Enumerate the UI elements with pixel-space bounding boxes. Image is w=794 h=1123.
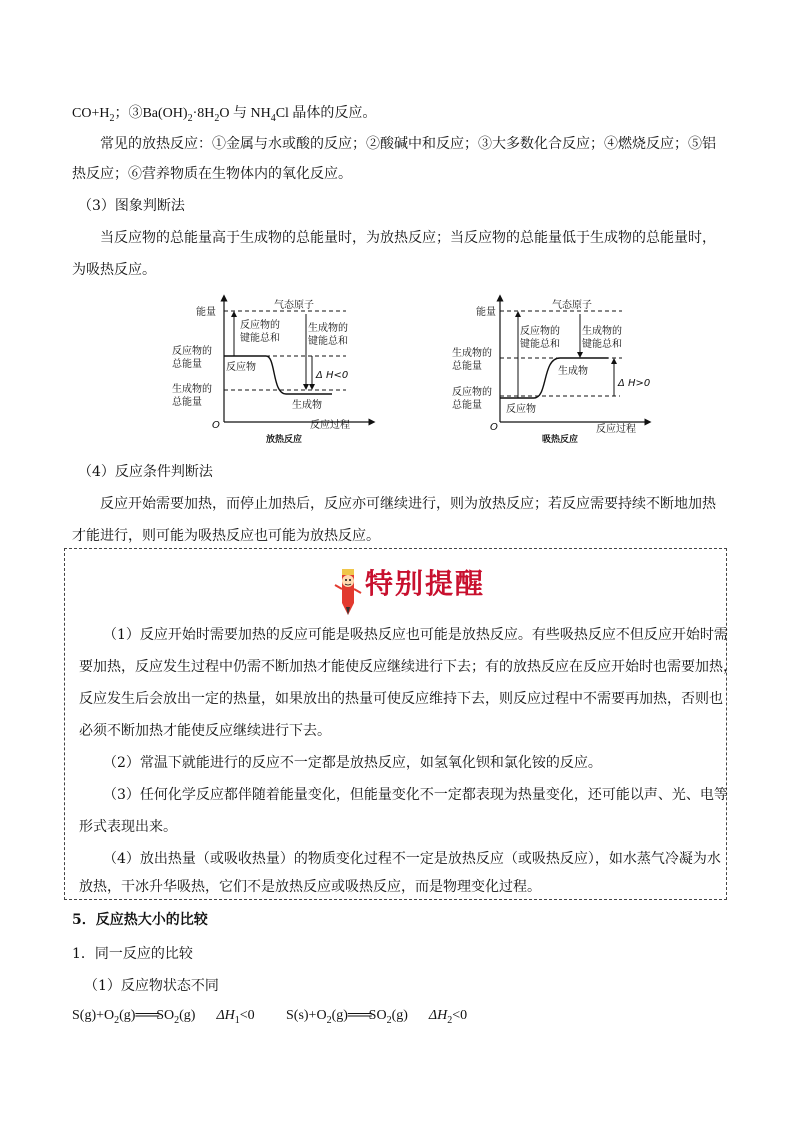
product-label: 生成物 [558,366,588,377]
diagram-caption: 吸热反应 [542,435,579,445]
diagram-caption: 放热反应 [266,435,303,445]
y-axis-label: 能量 [196,307,216,318]
reactant-bond-label: 反应物的 [240,320,280,331]
eq-fragment: SO [156,1008,175,1023]
tip-paragraph-line: （3）任何化学反应都伴随着能量变化，但能量变化不一定都表现为热量变化，还可能以声、光、电等 [103,787,728,803]
origin-label: O [212,420,220,431]
product-bond-label: 键能总和 [308,336,348,347]
equation-1 [72,1006,255,1031]
delta-h: ΔH [216,1008,235,1023]
eq-fragment: <0 [239,1008,255,1023]
reactant-bond-label: 键能总和 [240,333,280,344]
tip-paragraph-line: 必须不断加热才能使反应继续进行下去。 [79,723,331,739]
section-heading: 5．反应热大小的比较 [72,912,208,928]
subsection-heading: （1）反应物状态不同 [84,978,219,994]
eq-fragment: S(s)+O [286,1008,327,1023]
tip-paragraph-line: （4）放出热量（或吸收热量）的物质变化过程不一定是放热反应（或吸热反应），如水蒸气冷凝为水 [103,851,721,867]
eq-fragment: (g) [331,1008,348,1023]
subscript: 2 [109,112,115,124]
subscript: 2 [187,112,193,124]
eq-fragment: <0 [452,1008,468,1023]
delta-h-label: Δ H<0 [316,370,349,381]
reaction-curve [500,358,608,398]
product-label: 生成物 [292,400,322,411]
subscript: 4 [270,112,276,124]
equation-2 [286,1006,467,1031]
y-axis-label: 能量 [476,307,496,318]
text-fragment: Cl 晶体的反应。 [275,106,377,121]
reactant-bond-label: 反应物的 [520,326,560,337]
subscript: 2 [174,1014,180,1026]
tip-paragraph-line: 要加热，反应发生过程中仍需不断加热才能使反应继续进行下去；有的放热反应在反应开始时也需要加热， [79,659,737,675]
x-axis-label: 反应过程 [310,420,350,431]
section-heading: （3）图象判断法 [78,198,185,214]
delta-h: ΔH [428,1008,448,1023]
tip-paragraph-line: （2）常温下就能进行的反应不一定都是放热反应，如氢氧化钡和氯化铵的反应。 [103,755,602,771]
subscript: 2 [214,112,220,124]
pencil-mascot-icon [333,559,363,617]
high-level-label: 生成物的 [452,348,492,359]
reactant-label: 反应物 [506,404,536,415]
tip-paragraph-line: 形式表现出来。 [79,819,177,835]
paragraph-line: 才能进行，则可能为吸热反应也可能为放热反应。 [72,528,380,544]
text-fragment: ·8H [192,106,215,121]
eq-arrow: ═══ [135,1008,157,1023]
eq-fragment: (g) [391,1008,408,1023]
text-fragment: CO+H [72,106,110,121]
product-bond-label: 生成物的 [582,326,622,337]
exothermic-diagram [168,294,378,453]
paragraph-line: 为吸热反应。 [72,262,156,278]
reactant-bond-label: 键能总和 [520,339,560,350]
eq-fragment: (g) [119,1008,136,1023]
low-level-label: 生成物的 [172,384,212,395]
high-level-label: 总能量 [452,361,482,372]
origin-label: O [490,422,498,433]
paragraph-line: 反应开始需要加热，而停止加热后，反应亦可继续进行，则为放热反应；若反应需要持续不断地加热 [100,496,716,512]
subscript: 2 [114,1014,120,1026]
endothermic-diagram [444,294,654,453]
product-bond-label: 生成物的 [308,323,348,334]
subscript: 2 [386,1014,392,1026]
paragraph-line: 热反应；⑥营养物质在生物体内的氧化反应。 [72,166,352,182]
text-fragment: ；③Ba(OH) [114,106,188,121]
x-axis-label: 反应过程 [596,424,636,435]
eq-fragment: S(g)+O [72,1008,115,1023]
text-fragment: O 与 NH [219,106,271,121]
atoms-label: 气态原子 [552,300,592,311]
text-line [72,104,376,129]
high-level-label: 反应物的 [172,346,212,357]
paragraph-line: 当反应物的总能量高于生成物的总能量时，为放热反应；当反应物的总能量低于生成物的总能量时， [100,230,716,246]
reactant-label: 反应物 [226,362,256,373]
tip-paragraph-line: 放热，干冰升华吸热，它们不是放热反应或吸热反应，而是物理变化过程。 [79,879,541,895]
atoms-label: 气态原子 [274,300,314,311]
tip-paragraph-line: 反应发生后会放出一定的热量，如果放出的热量可使反应维持下去，则反应过程中不需要再加热，否则也 [79,691,723,707]
paragraph-line: 常见的放热反应：①金属与水或酸的反应；②酸碱中和反应；③大多数化合反应；④燃烧反应；⑤铝 [100,136,716,152]
product-bond-label: 键能总和 [582,339,622,350]
subscript: 2 [326,1014,332,1026]
eq-fragment: (g) [179,1008,196,1023]
special-reminder-box [64,548,737,900]
delta-h-label: Δ H>0 [618,378,651,389]
subsection-heading: 1．同一反应的比较 [72,946,193,962]
low-level-label: 总能量 [452,400,482,411]
subscript: 1 [234,1014,240,1026]
section-heading: （4）反应条件判断法 [78,464,213,480]
eq-fragment: SO [368,1008,387,1023]
high-level-label: 总能量 [172,359,202,370]
tip-title: 特别提醒 [365,567,486,600]
subscript: 2 [447,1014,453,1026]
tip-paragraph-line: （1）反应开始时需要加热的反应可能是吸热反应也可能是放热反应。有些吸热反应不但反应开始时需 [103,627,728,643]
eq-arrow: ═══ [347,1008,369,1023]
low-level-label: 反应物的 [452,387,492,398]
low-level-label: 总能量 [172,397,202,408]
